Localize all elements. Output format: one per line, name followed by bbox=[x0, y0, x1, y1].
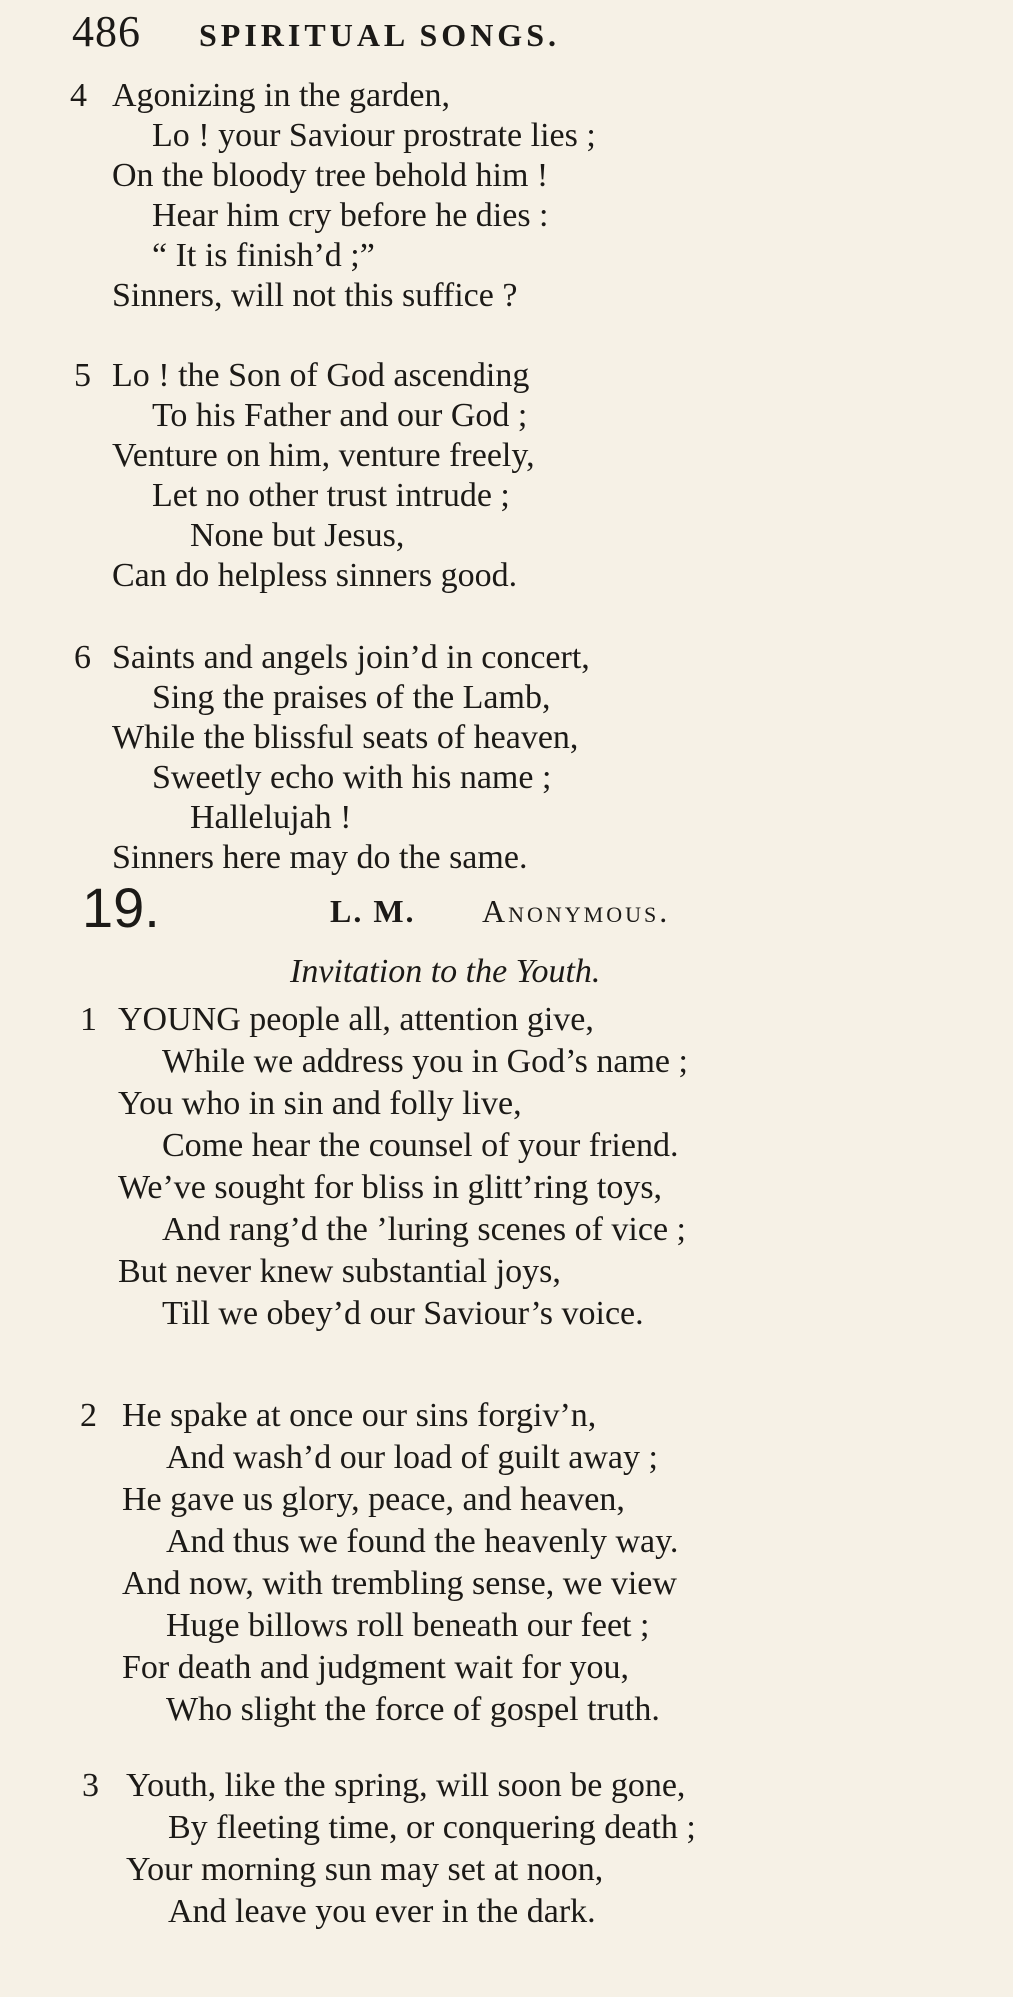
verse-line: We’ve sought for bliss in glitt’ring toys, bbox=[118, 1169, 663, 1206]
verse-line: But never knew substantial joys, bbox=[118, 1253, 561, 1290]
hymn-title: Invitation to the Youth. bbox=[290, 953, 601, 990]
verse-line: By fleeting time, or conquering death ; bbox=[168, 1809, 696, 1846]
verse-line: On the bloody tree behold him ! bbox=[112, 157, 549, 194]
verse-line: And leave you ever in the dark. bbox=[168, 1893, 596, 1930]
verse-line: Sweetly echo with his name ; bbox=[152, 759, 552, 796]
verse-line: Saints and angels join’d in concert, bbox=[112, 639, 590, 676]
page-header bbox=[72, 6, 560, 56]
verse-number: 2 bbox=[80, 1397, 97, 1434]
hymn-meter: L. M. bbox=[330, 893, 416, 929]
verse-line: Sing the praises of the Lamb, bbox=[152, 679, 551, 716]
verse-line: And wash’d our load of guilt away ; bbox=[166, 1439, 658, 1476]
verse-line: None but Jesus, bbox=[190, 517, 405, 554]
verse-number: 4 bbox=[70, 77, 87, 114]
verse-line: Agonizing in the garden, bbox=[112, 77, 451, 114]
verse-line: Lo ! the Son of God ascending bbox=[112, 357, 530, 394]
verse-line: While the blissful seats of heaven, bbox=[112, 719, 579, 756]
verse-line: Venture on him, venture freely, bbox=[112, 437, 535, 474]
verse-line: Hear him cry before he dies : bbox=[152, 197, 549, 234]
verse-line: For death and judgment wait for you, bbox=[122, 1649, 630, 1686]
verse-line: Sinners here may do the same. bbox=[112, 839, 528, 876]
verse-line: And rang’d the ’luring scenes of vice ; bbox=[162, 1211, 686, 1248]
hymn-author: Anonymous. bbox=[482, 893, 671, 929]
verse-line: Come hear the counsel of your friend. bbox=[162, 1127, 679, 1164]
running-title: SPIRITUAL SONGS. bbox=[199, 17, 560, 53]
verse-line: He gave us glory, peace, and heaven, bbox=[122, 1481, 625, 1518]
verse-line: Hallelujah ! bbox=[190, 799, 352, 836]
verse-number: 5 bbox=[74, 357, 91, 394]
page-number: 486 bbox=[72, 7, 141, 56]
verse-line: “ It is finish’d ;” bbox=[152, 237, 375, 274]
verse-line: Lo ! your Saviour prostrate lies ; bbox=[152, 117, 596, 154]
verse-number: 3 bbox=[82, 1767, 99, 1804]
verse-line: Can do helpless sinners good. bbox=[112, 557, 518, 594]
verse-number: 6 bbox=[74, 639, 91, 676]
verse-line: While we address you in God’s name ; bbox=[162, 1043, 688, 1080]
verse-line: Who slight the force of gospel truth. bbox=[166, 1691, 660, 1728]
verse-line: YOUNG people all, attention give, bbox=[118, 1001, 594, 1038]
hymn-number: 19. bbox=[82, 876, 160, 939]
verse-line: You who in sin and folly live, bbox=[118, 1085, 522, 1122]
verse-line: He spake at once our sins forgiv’n, bbox=[122, 1397, 597, 1434]
verse-line: And thus we found the heavenly way. bbox=[166, 1523, 679, 1560]
verse-line: Youth, like the spring, will soon be gone, bbox=[126, 1767, 686, 1804]
verse-line: And now, with trembling sense, we view bbox=[122, 1565, 677, 1602]
verse-number: 1 bbox=[80, 1001, 97, 1038]
verse-line: To his Father and our God ; bbox=[152, 397, 528, 434]
verse-line: Till we obey’d our Saviour’s voice. bbox=[162, 1295, 644, 1332]
verse-line: Your morning sun may set at noon, bbox=[126, 1851, 604, 1888]
verse-line: Sinners, will not this suffice ? bbox=[112, 277, 518, 314]
verse-line: Huge billows roll beneath our feet ; bbox=[166, 1607, 650, 1644]
verse-line: Let no other trust intrude ; bbox=[152, 477, 510, 514]
